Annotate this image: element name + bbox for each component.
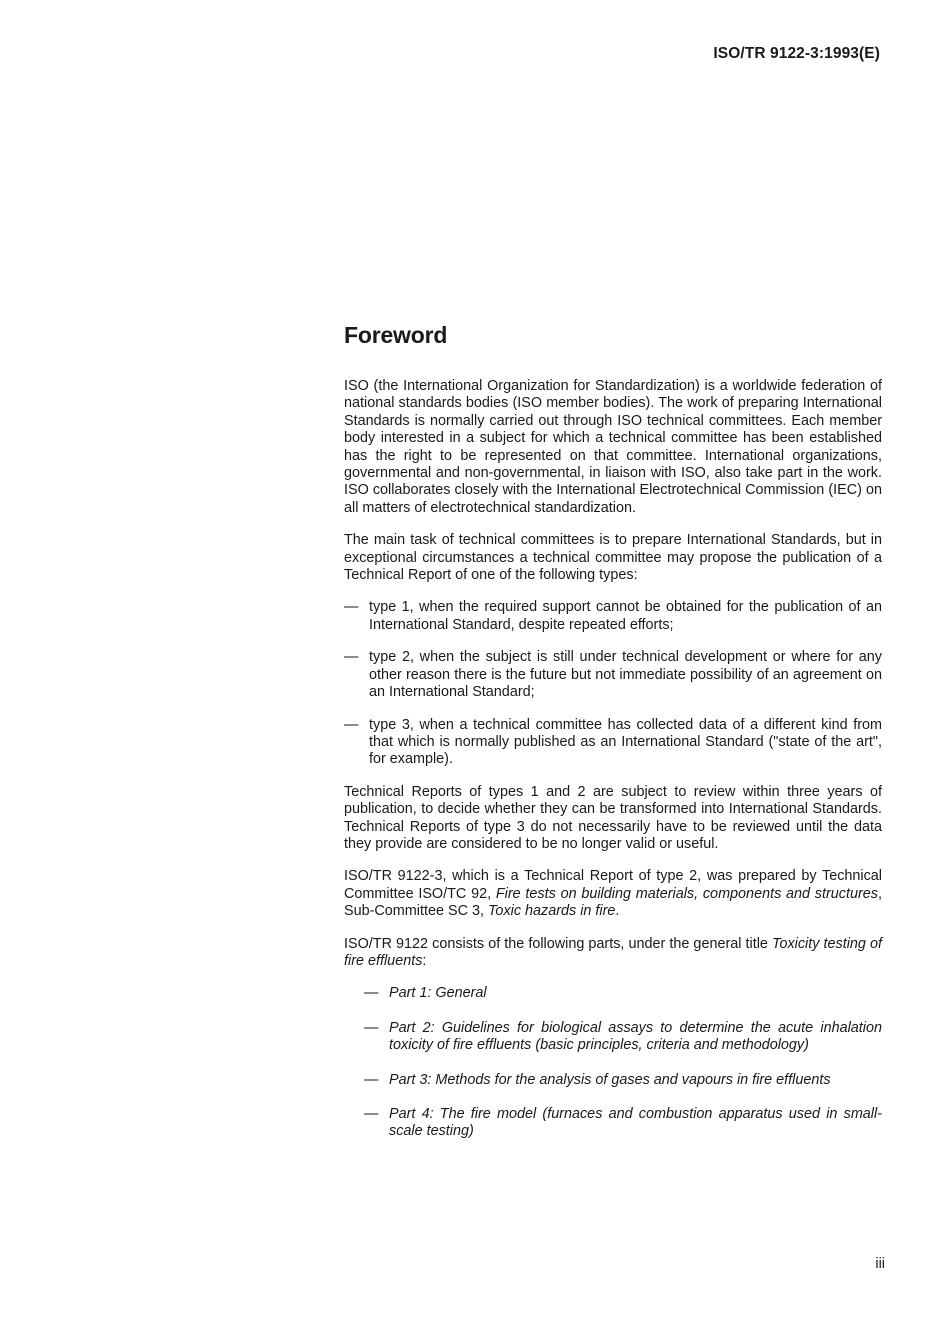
paragraph-preparation	[344, 868, 882, 920]
paragraph-main-task: The main task of technical committees is to prepare International Standards, but in exceptional circumstances a technical committee may propose the publication of a Technical Report of one of the following types:	[344, 532, 882, 584]
paragraph-review: Technical Reports of types 1 and 2 are subject to review within three years of publication, to decide whether they can be transformed into International Standards. Technical Reports of type 3 do not necessarily have to be reviewed until the data they provide are considered to be no longer valid or useful.	[344, 783, 882, 852]
part-title: Part 1: General	[389, 985, 487, 1002]
list-item-part-1	[364, 985, 882, 1002]
part-title: Part 4: The fire model (furnaces and combustion apparatus used in small-scale testing)	[389, 1106, 882, 1140]
dash-bullet: —	[344, 599, 359, 616]
list-item-text: type 3, when a technical committee has collected data of a different kind from that which is normally published as an International Standard ("state of the art", for example).	[369, 716, 882, 768]
parts-list	[364, 985, 882, 1140]
paragraph-parts-intro	[344, 936, 882, 971]
text-fragment: .	[615, 903, 620, 920]
document-id: ISO/TR 9122-3:1993(E)	[713, 45, 880, 62]
part-title: Part 2: Guidelines for biological assays to determine the acute inhalation toxicity of fire effluents (basic principles, criteria and methodology)	[389, 1019, 882, 1054]
dash-bullet: —	[344, 716, 359, 733]
list-item-text: type 2, when the subject is still under technical development or where for any other reason there is the future but not immediate possibility of an agreement on an International Standard;	[369, 649, 882, 701]
list-item-type-3	[344, 717, 882, 769]
dash-bullet: —	[364, 1106, 379, 1122]
committee-title: Fire tests on building materials, components and structures	[495, 885, 878, 902]
foreword-section	[344, 322, 882, 1158]
part-title: Part 3: Methods for the analysis of gases and vapours in fire effluents	[389, 1071, 831, 1088]
list-item-type-1	[344, 599, 882, 634]
list-item-part-2	[364, 1020, 882, 1055]
list-item-text: type 1, when the required support cannot be obtained for the publication of an International Standard, despite repeated efforts;	[369, 599, 882, 633]
section-title: Foreword	[344, 322, 448, 348]
text-fragment: , Sub-Committee SC 3,	[344, 885, 882, 920]
dash-bullet: —	[364, 1019, 379, 1036]
paragraph-iso-intro: ISO (the International Organization for Standardization) is a worldwide federation of national standards bodies (ISO member bodies). The work of preparing International Standards is normally carried out through ISO technical committees. Each member body interested in a subject for which a technical committee has been established has the right to be represented on that committee. International organizations, governmental and non-governmental, in liaison with ISO, also take part in the work. ISO collaborates closely with the International Electrotechnical Commission (IEC) on all matters of electrotechnical standardization.	[344, 378, 882, 516]
page-number: iii	[875, 1256, 885, 1272]
general-title: Toxicity testing of fire effluents	[344, 935, 882, 969]
list-item-part-4	[364, 1106, 882, 1141]
list-item-type-2	[344, 649, 882, 701]
dash-bullet: —	[344, 649, 359, 666]
text-fragment: ISO/TR 9122-3, which is a Technical Report of type 2, was prepared by Technical Committee ISO/TC 92,	[344, 868, 882, 902]
dash-bullet: —	[364, 985, 379, 1002]
list-item-part-3	[364, 1072, 882, 1089]
text-fragment: ISO/TR 9122 consists of the following parts, under the general title	[344, 935, 772, 952]
dash-bullet: —	[364, 1071, 379, 1088]
subcommittee-title: Toxic hazards in fire	[487, 903, 616, 920]
text-fragment: :	[422, 952, 427, 969]
